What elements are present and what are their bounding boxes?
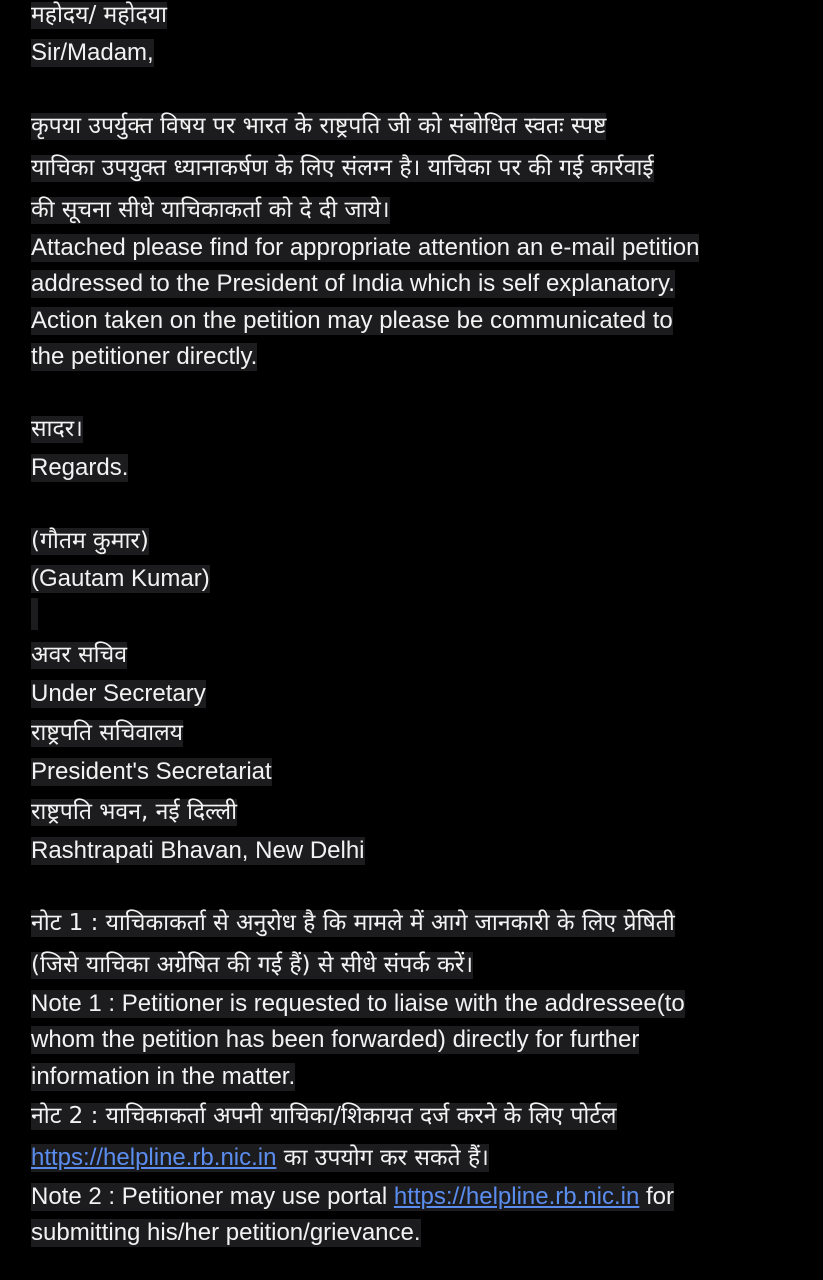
note1-hindi-line: (जिसे याचिका अग्रेषित की गई हैं) से सीधे संपर्क करें। — [31, 952, 474, 978]
note2-english-line — [31, 1179, 674, 1215]
note2-english-suffix: for — [639, 1183, 675, 1210]
closing-english: Regards. — [31, 454, 129, 481]
note2-english-line: submitting his/her petition/grievance. — [31, 1219, 421, 1246]
para-hindi-line: कृपया उपर्युक्त विषय पर भारत के राष्ट्रपति जी को संबोधित स्वतः स्पष्ट — [31, 113, 607, 139]
signature-office-english: President's Secretariat — [31, 758, 272, 785]
note1-hindi-line: नोट 1 : याचिकाकर्ता से अनुरोध है कि मामले में आगे जानकारी के लिए प्रेषिती — [31, 910, 675, 936]
greeting-english: Sir/Madam, — [31, 39, 154, 66]
note1-english-line: Note 1 : Petitioner is requested to liaise with the addressee(to — [31, 990, 685, 1017]
para-hindi-line: याचिका उपयुक्त ध्यानाकर्षण के लिए संलग्न है। याचिका पर की गई कार्रवाई — [31, 155, 654, 181]
signature-designation-english: Under Secretary — [31, 680, 206, 707]
closing-hindi: सादर। — [31, 416, 83, 442]
note1-english-line: information in the matter. — [31, 1063, 296, 1090]
note2-hindi-line: नोट 2 : याचिकाकर्ता अपनी याचिका/शिकायत दर्ज करने के लिए पोर्टल — [31, 1103, 617, 1129]
signature-designation-hindi: अवर सचिव — [31, 642, 127, 668]
signature-name-hindi: (गौतम कुमार) — [31, 528, 149, 554]
para-english-line: Attached please find for appropriate attention an e-mail petition — [31, 234, 700, 261]
greeting-hindi: महोदय/ महोदया — [31, 2, 167, 28]
para-english-line: the petitioner directly. — [31, 343, 258, 370]
para-hindi-line: की सूचना सीधे याचिकाकर्ता को दे दी जाये। — [31, 197, 390, 223]
para-english-line: Action taken on the petition may please be communicated to — [31, 307, 673, 334]
signature-name-english: (Gautam Kumar) — [31, 565, 210, 592]
helpline-link[interactable]: https://helpline.rb.nic.in — [393, 1183, 640, 1210]
helpline-link[interactable]: https://helpline.rb.nic.in — [31, 1144, 277, 1171]
note2-english-prefix: Note 2 : Petitioner may use portal — [31, 1183, 394, 1210]
note2-hindi-line — [31, 1140, 489, 1176]
note1-english-line: whom the petition has been forwarded) directly for further — [31, 1026, 640, 1053]
empty-line-highlight — [31, 598, 38, 630]
para-english-line: addressed to the President of India which is self explanatory. — [31, 270, 675, 297]
signature-office-hindi: राष्ट्रपति सचिवालय — [31, 720, 184, 746]
note2-hindi-suffix: का उपयोग कर सकते हैं। — [276, 1145, 489, 1171]
signature-address-english: Rashtrapati Bhavan, New Delhi — [31, 837, 365, 864]
signature-address-hindi: राष्ट्रपति भवन, नई दिल्ली — [31, 799, 238, 825]
